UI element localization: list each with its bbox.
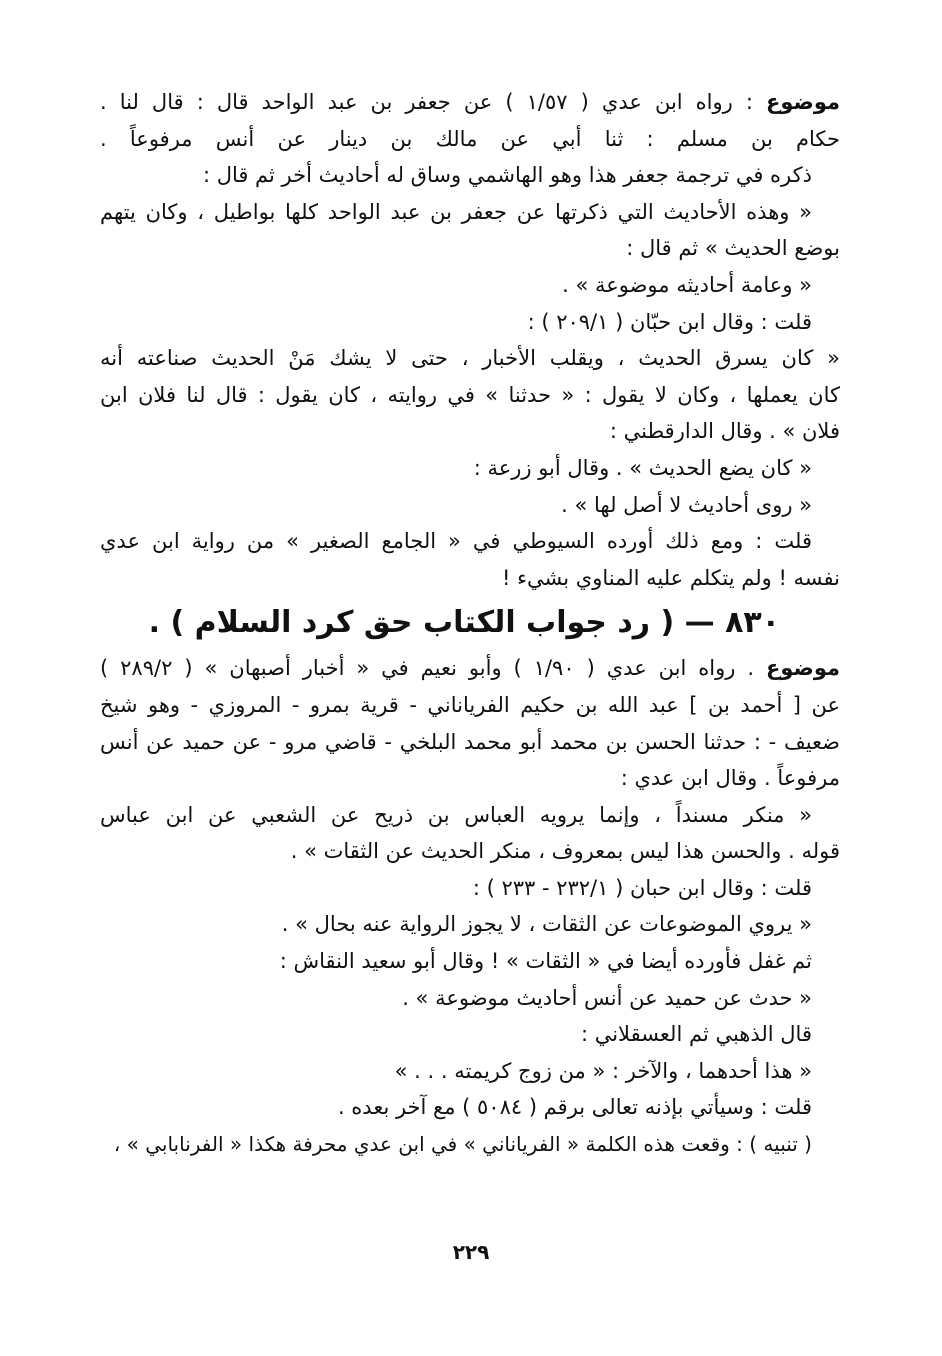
text-line: « وهذه الأحاديث التي ذكرتها عن جعفر بن عبد الواحد كلها بواطيل ، وكان يتهم — [100, 199, 812, 224]
text-line: عن [ أحمد بن ] عبد الله بن حكيم الفرياناني - قرية بمرو - المروزي - وهو شيخ — [100, 692, 840, 717]
hadith-heading: ٨٣٠ — ( رد جواب الكتاب حق كرد السلام ) . — [148, 605, 780, 641]
footnote-line: ( تنبيه ) : وقعت هذه الكلمة « الفرياناني » في ابن عدي محرفة هكذا « الفرنابابي » ، — [113, 1132, 812, 1157]
text-line: موضوع : رواه ابن عدي ( ١/٥٧ ) عن جعفر بن عبد الواحد قال : قال لنا . — [100, 90, 840, 114]
page-number: ٢٢٩ — [452, 1240, 490, 1264]
text-line: بوضع الحديث » ثم قال : — [626, 236, 840, 261]
text-line: قال الذهبي ثم العسقلاني : — [580, 1022, 812, 1047]
text-line: حكام بن مسلم : ثنا أبي عن مالك بن دينار عن أنس مرفوعاً . — [100, 126, 840, 151]
text-line: « يروي الموضوعات عن الثقات ، لا يجوز الرواية عنه بحال » . — [281, 912, 812, 937]
text-line: قوله . والحسن هذا ليس بمعروف ، منكر الحديث عن الثقات » . — [290, 839, 840, 864]
text-line: « هذا أحدهما ، والآخر : « من زوج كريمته . . . » — [394, 1058, 812, 1083]
text-line: قلت : وسيأتي بإذنه تعالى برقم ( ٥٠٨٤ ) مع آخر بعده . — [337, 1095, 812, 1120]
text-line: موضوع . رواه ابن عدي ( ١/٩٠ ) وأبو نعيم في « أخبار أصبهان » ( ٢٨٩/٢ ) — [100, 656, 840, 681]
text-line: « وعامة أحاديثه موضوعة » . — [562, 272, 812, 297]
text-line: ثم غفل فأورده أيضا في « الثقات » ! وقال أبو سعيد النقاش : — [279, 949, 812, 974]
term-mawdu: موضوع — [766, 90, 840, 114]
page-body — [100, 84, 840, 1163]
text-line: « كان يسرق الحديث ، ويقلب الأخبار ، حتى لا يشك مَنْ الحديث صناعته أنه — [100, 346, 840, 371]
text-line: « حدث عن حميد عن أنس أحاديث موضوعة » . — [402, 985, 812, 1010]
text-line: « كان يضع الحديث » . وقال أبو زرعة : — [473, 455, 812, 480]
text-line: « منكر مسنداً ، وإنما يرويه العباس بن ذريح عن الشعبي عن ابن عباس — [100, 802, 812, 827]
text-line: نفسه ! ولم يتكلم عليه المناوي بشيء ! — [502, 565, 840, 590]
text-line: قلت : ومع ذلك أورده السيوطي في « الجامع الصغير » من رواية ابن عدي — [100, 529, 812, 554]
term-mawdu: موضوع — [766, 656, 840, 681]
text-line: ذكره في ترجمة جعفر هذا وهو الهاشمي وساق له أحاديث أخر ثم قال : — [202, 163, 812, 188]
text-line: كان يعملها ، وكان لا يقول : « حدثنا » في روايته ، كان يقول : قال لنا فلان ابن — [100, 382, 840, 407]
text-line: قلت : وقال ابن حبان ( ٢٣٢/١ - ٢٣٣ ) : — [472, 875, 812, 900]
text-line: فلان » . وقال الدارقطني : — [609, 419, 840, 444]
text-line: قلت : وقال ابن حبّان ( ٢٠٩/١ ) : — [527, 309, 812, 334]
text-line: ضعيف - : حدثنا الحسن بن محمد أبو محمد البلخي - قاضي مرو - عن حميد عن أنس — [100, 729, 840, 754]
text-line: « روى أحاديث لا أصل لها » . — [561, 492, 812, 517]
text-line: مرفوعاً . وقال ابن عدي : — [620, 766, 840, 791]
